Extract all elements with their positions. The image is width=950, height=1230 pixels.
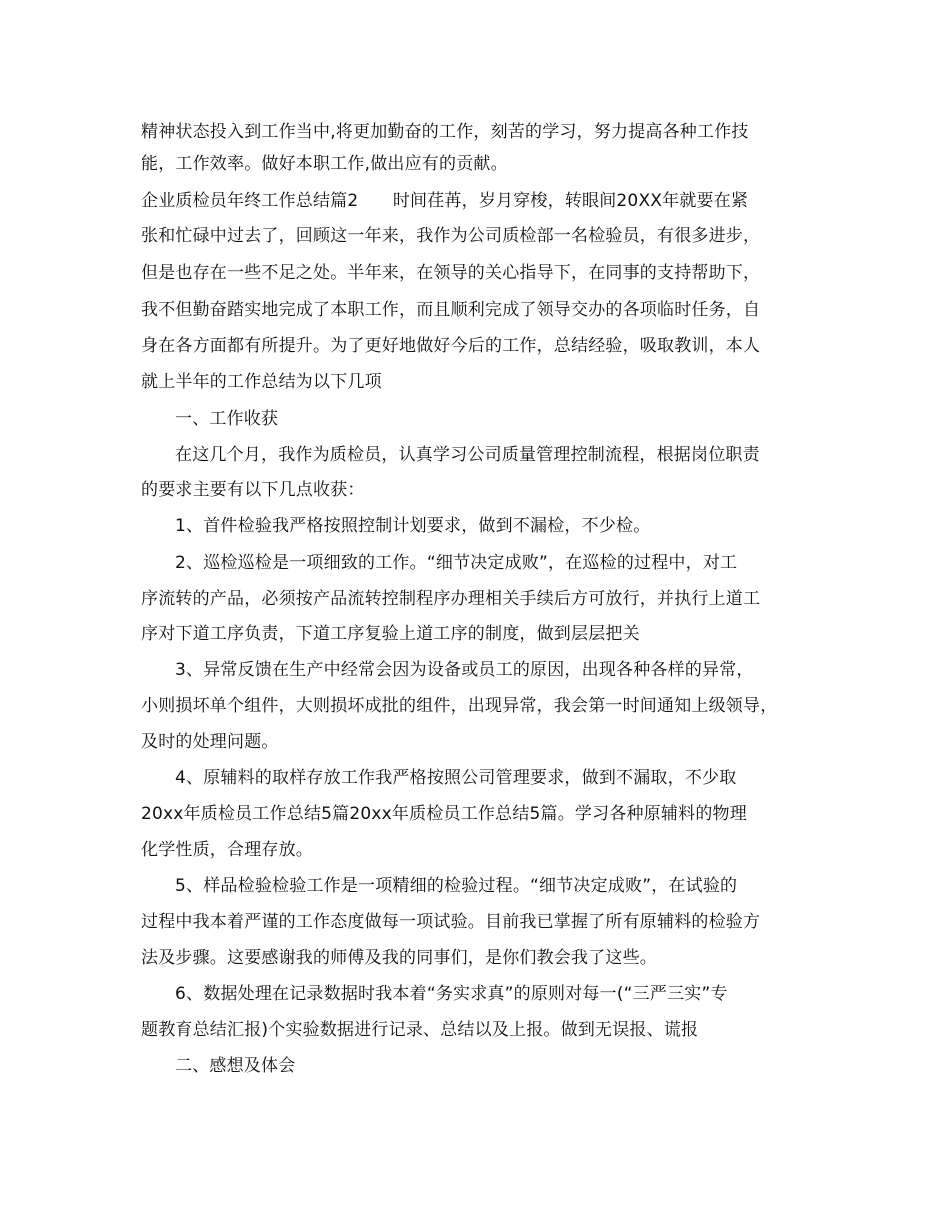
- text-line: 1、首件检验我严格按照控制计划要求，做到不漏检，不少检。: [175, 516, 651, 536]
- text-line: 能，工作效率。做好本职工作,做出应有的贡献。: [141, 154, 508, 174]
- text-line: 过程中我本着严谨的工作态度做每一项试验。目前我已掌握了所有原辅料的检验方: [141, 912, 761, 932]
- text-line: 身在各方面都有所提升。为了更好地做好今后的工作，总结经验，吸取教训，本人: [141, 336, 761, 356]
- text-line: 4、原辅料的取样存放工作我严格按照公司管理要求，做到不漏取，不少取: [175, 768, 737, 788]
- text-line: 小则损坏单个组件，大则损坏成批的组件，出现异常，我会第一时间通知上级领导，: [141, 696, 778, 716]
- text-line: 20xx年质检员工作总结5篇20xx年质检员工作总结5篇。学习各种原辅料的物理: [141, 804, 747, 824]
- text-line: 我不但勤奋踏实地完成了本职工作，而且顺利完成了领导交办的各项临时任务，自: [141, 300, 761, 320]
- text-line: 3、异常反馈在生产中经常会因为设备或员工的原因，出现各种各样的异常，: [175, 660, 754, 680]
- text-line: 但是也存在一些不足之处。半年来，在领导的关心指导下，在同事的支持帮助下，: [141, 263, 761, 283]
- text-line: 精神状态投入到工作当中,将更加勤奋的工作，刻苦的学习，努力提高各种工作技: [141, 122, 749, 142]
- section-heading: 一、工作收获: [175, 409, 279, 429]
- text-line: 序流转的产品，必须按产品流转控制程序办理相关手续后方可放行，并执行上道工: [141, 589, 761, 609]
- text-line: 就上半年的工作总结为以下几项: [141, 372, 382, 392]
- text-line: 序对下道工序负责，下道工序复验上道工序的制度，做到层层把关: [141, 624, 640, 644]
- text-line: 5、样品检验检验工作是一项精细的检验过程。“细节决定成败”，在试验的: [175, 876, 738, 896]
- text-line: 及时的处理问题。: [141, 732, 279, 752]
- section-heading: 二、感想及体会: [175, 1056, 296, 1076]
- text-line: 企业质检员年终工作总结篇2 时间荏苒，岁月穿梭，转眼间20XX年就要在紧: [141, 191, 749, 211]
- text-line: 化学性质，合理存放。: [141, 840, 313, 860]
- text-line: 在这几个月，我作为质检员，认真学习公司质量管理控制流程，根据岗位职责: [175, 445, 760, 465]
- text-line: 法及步骤。这要感谢我的师傅及我的同事们，是你们教会我了这些。: [141, 948, 657, 968]
- text-line: 的要求主要有以下几点收获：: [141, 480, 365, 500]
- text-line: 6、数据处理在记录数据时我本着“务实求真”的原则对每一(“三严三实”专: [175, 984, 728, 1004]
- text-line: 张和忙碌中过去了，回顾这一年来，我作为公司质检部一名检验员，有很多进步，: [141, 226, 761, 246]
- text-line: 2、巡检巡检是一项细致的工作。“细节决定成败”，在巡检的过程中，对工: [175, 553, 738, 573]
- text-line: 题教育总结汇报)个实验数据进行记录、总结以及上报。做到无误报、谎报: [141, 1020, 699, 1040]
